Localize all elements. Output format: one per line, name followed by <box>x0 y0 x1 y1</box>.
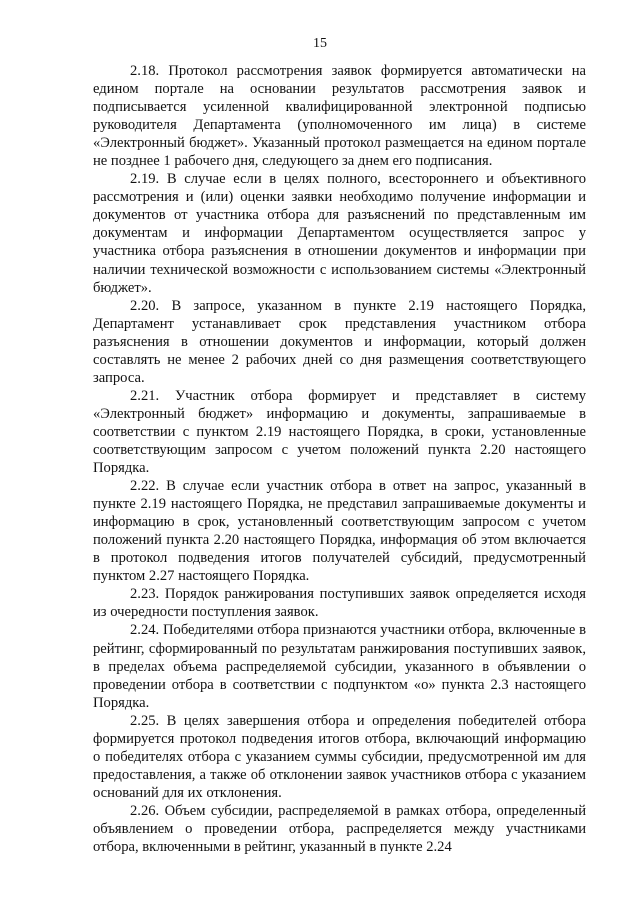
paragraph-2-25: 2.25. В целях завершения отбора и определения победителей отбора формируется протокол подведения итогов отбора, включающий информацию о победителях отбора с указанием суммы субсидии, предусмотренной им для предоставления, а также об отклонении заявок участников отбора с указанием оснований для их отклонения. <box>93 712 586 801</box>
paragraph-2-19: 2.19. В случае если в целях полного, всестороннего и объективного рассмотрения и (или) оценки заявки необходимо получение информации и документов от участника отбора для разъяснений по представленным им документам и информации Департаментом осуществляется запрос у участника отбора разъяснения в отношении документов и информации при наличии технической возможности с использованием системы «Электронный бюджет». <box>93 171 586 296</box>
paragraph-2-22: 2.22. В случае если участник отбора в ответ на запрос, указанный в пункте 2.19 настоящего Порядка, не представил запрашиваемые документы и информацию в срок, установленный соответствующим запросом с учетом положений пункта 2.20 настоящего Порядка, информация об этом включается в протокол подведения итогов получателей субсидий, предусмотренный пунктом 2.27 настоящего Порядка. <box>93 478 586 585</box>
paragraph-2-24: 2.24. Победителями отбора признаются участники отбора, включенные в рейтинг, сформированный по результатам ранжирования поступивших заявок, в пределах объема распределяемой субсидии, указанного в объявлении о проведении отбора в соответствии с подпунктом «о» пункта 2.3 настоящего Порядка. <box>93 622 586 711</box>
paragraph-2-18: 2.18. Протокол рассмотрения заявок формируется автоматически на едином портале на основании результатов рассмотрения заявок и подписывается усиленной квалифицированной электронной подписью руководителя Департамента (уполномоченного им лица) в системе «Электронный бюджет». Указанный протокол размещается на едином портале не позднее 1 рабочего дня, следующего за днем его подписания. <box>93 63 586 170</box>
paragraph-2-20: 2.20. В запросе, указанном в пункте 2.19 настоящего Порядка, Департамент устанавливает срок представления участником отбора разъяснения в отношении документов и информации, который должен составлять не менее 2 рабочих дней со дня размещения соответствующего запроса. <box>93 297 586 386</box>
paragraph-2-26: 2.26. Объем субсидии, распределяемой в рамках отбора, определенный объявлением о проведении отбора, распределяется между участниками отбора, включенными в рейтинг, указанный в пункте 2.24 <box>93 802 586 856</box>
paragraph-2-23: 2.23. Порядок ранжирования поступивших заявок определяется исходя из очередности поступления заявок. <box>93 586 586 621</box>
document-body <box>93 62 586 856</box>
paragraph-2-21: 2.21. Участник отбора формирует и представляет в систему «Электронный бюджет» информацию и документы, запрашиваемые в соответствии с пунктом 2.19 настоящего Порядка, в сроки, установленные соответствующим запросом с учетом положений пункта 2.20 настоящего Порядка. <box>93 387 586 477</box>
page-number: 15 <box>313 36 327 51</box>
